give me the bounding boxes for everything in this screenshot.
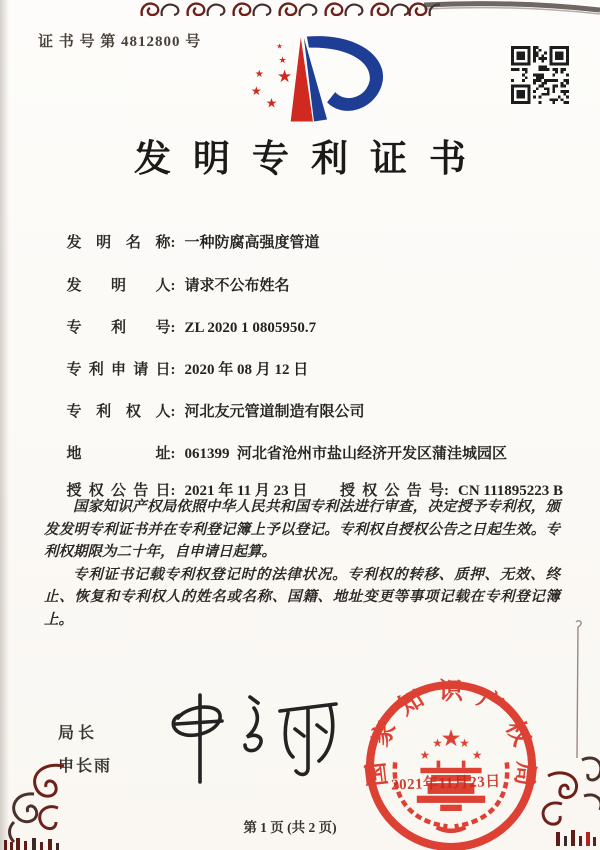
svg-text:★: ★ [471, 747, 483, 762]
seal-agency-text: 国家知识产权局 [362, 678, 540, 789]
field-row-patentee: 专利权人: 河北友元管道制造有限公司 [44, 383, 365, 407]
field-value: 一种防腐高强度管道 [184, 235, 320, 251]
bottom-right-ornament [528, 616, 600, 850]
legal-text-block [44, 496, 560, 631]
certificate-title: 发明专利证书 [134, 139, 488, 180]
cnipa-logo-icon [232, 28, 404, 126]
svg-text:★: ★ [440, 724, 462, 753]
svg-text:★: ★ [276, 67, 293, 88]
qr-code-icon [511, 46, 569, 104]
svg-text:★: ★ [419, 747, 431, 762]
field-row-address: 地址: 061399 河北省沧州市盐山经济开发区蒲洼城园区 [44, 425, 507, 449]
seal-date-stamp: 2021年11月23日 [390, 773, 501, 794]
top-ornament-border [140, 0, 440, 16]
field-grant-number: 授权公告号: CN 111895223 B [310, 462, 563, 517]
field-row-filing-date: 专利申请日: 2020 年 08 月 12 日 [44, 341, 308, 365]
field-value: 061399 河北省沧州市盐山经济开发区蒲洼城园区 [184, 446, 508, 462]
field-value: 河北友元管道制造有限公司 [184, 404, 365, 420]
field-label: 专利权人 [66, 404, 171, 420]
field-value: 请求不公布姓名 [184, 278, 290, 294]
field-label: 授权公告日 [66, 483, 171, 499]
field-row-inventor: 发明人: 请求不公布姓名 [44, 257, 290, 281]
legal-paragraph-2: 专利证书记载专利权登记时的法律状况。专利权的转移、质押、无效、终止、恢复和专利权人的姓名或名称、国籍、地址变更等事项记载在专利登记簿上。 [44, 566, 560, 628]
field-label: 地址 [66, 446, 171, 462]
field-row-patent-number: 专利号: ZL 2020 1 0805950.7 [44, 299, 316, 323]
svg-text:★: ★ [254, 69, 264, 80]
svg-text:★: ★ [459, 736, 470, 751]
field-label: 发明名称 [66, 235, 171, 251]
certificate-fields [44, 206, 574, 506]
certificate-number: 证 书 号 第 4812800 号 [38, 34, 202, 50]
svg-text:★: ★ [278, 55, 287, 66]
director-title: 局长 [58, 725, 99, 742]
field-value: CN 111895223 B [458, 483, 564, 499]
svg-text:★: ★ [432, 736, 443, 751]
svg-text:★: ★ [250, 84, 262, 99]
director-name: 申长雨 [58, 758, 113, 775]
legal-paragraph-1: 国家知识产权局依照中华人民共和国专利法进行审查，决定授予专利权，颁发发明专利证书并在专利登记簿上予以登记。专利权自授权公告之日起生效。专利权期限为二十年，自申请日起算。 [44, 499, 560, 560]
field-label: 授权公告号 [340, 483, 444, 499]
field-label: 专利号 [66, 320, 171, 336]
field-label: 专利申请日 [66, 362, 171, 378]
bottom-left-ornament [0, 760, 80, 850]
svg-text:★: ★ [265, 96, 278, 112]
field-row-grant: 授权公告日: 2021 年 11 月 23 日 授权公告号: CN 111895223 B [44, 462, 574, 486]
field-value: ZL 2020 1 0805950.7 [184, 320, 317, 336]
page-number: 第 1 页 (共 2 页) [243, 820, 337, 835]
field-value: 2020 年 08 月 12 日 [184, 362, 309, 378]
field-row-invention-name: 发明名称: 一种防腐高强度管道 [44, 214, 320, 238]
svg-text:★: ★ [276, 41, 283, 51]
field-value: 2021 年 11 月 23 日 [184, 483, 308, 499]
field-label: 发明人 [66, 278, 171, 294]
handwritten-signature-icon [148, 684, 352, 790]
top-right-scan-streak [424, 0, 600, 16]
